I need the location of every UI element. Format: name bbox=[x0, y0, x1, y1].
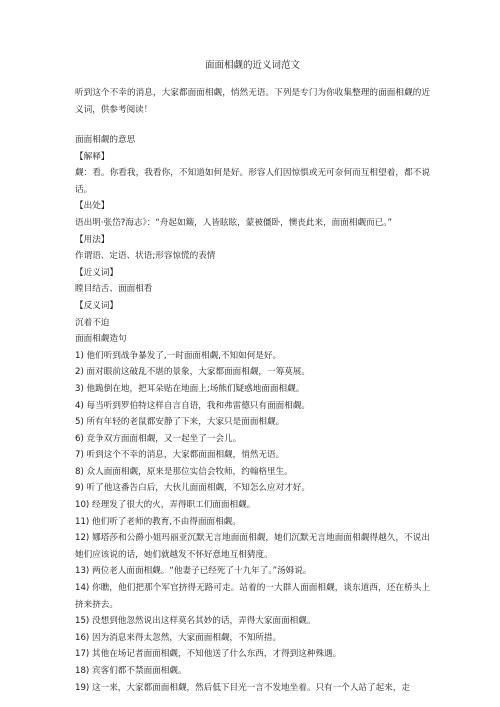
example-sentence: 6) 竞争双方面面相觑，又一起坐了一会儿。 bbox=[75, 433, 242, 444]
example-sentence: 18) 宾客们都不禁面面相觑。 bbox=[75, 666, 187, 676]
example-sentence: 2) 面对眼前这破乱不堪的景象，大家都面面相觑，一筹莫展。 bbox=[75, 367, 310, 378]
example-sentence: 16) 因为消息来得太忽然，大家面面相觑，不知所措。 bbox=[75, 632, 282, 643]
text-explanation: 觑：看。你看我，我看你，不知道如何是好。形容人们因惊惧或无可奈何而互相望着，都不说话。 bbox=[75, 168, 430, 195]
document-body bbox=[75, 132, 430, 696]
heading-explanation: 【解释】 bbox=[75, 151, 110, 162]
example-sentence: 10) 经理发了很大的火，弄得职工们面面相觑。 bbox=[75, 500, 256, 511]
example-sentence: 8) 众人面面相觑，原来是那位实信会牧师，约翰格里生。 bbox=[75, 466, 293, 477]
text-synonyms: 瞠目结舌、面面相看 bbox=[75, 284, 153, 295]
heading-antonyms: 【反义词】 bbox=[75, 300, 118, 311]
example-sentence: 9) 听了他这番告白后，大伙儿面面相觑，不知怎么应对才好。 bbox=[75, 483, 310, 494]
heading-synonyms: 【近义词】 bbox=[75, 267, 118, 278]
section-heading-examples: 面面相觑造句 bbox=[75, 334, 127, 345]
example-sentence: 12) 娜塔莎和公爵小姐玛丽亚沉默无言地面面相觑，她们沉默无言地面面相觑得越久，不说出她们应该说的话，她们就越发不怀好意地互相猜度。 bbox=[75, 533, 430, 560]
section-heading-meaning: 面面相觑的意思 bbox=[75, 135, 136, 145]
example-sentence: 7) 听到这个不幸的消息，大家都面面相觑，悄然无语。 bbox=[75, 450, 285, 461]
text-source: 语出明·张岱?海志》：“舟起如簸，人皆眩眩，蒙被僵卧，懊丧此来，面面相觑而已。” bbox=[75, 217, 392, 228]
intro-paragraph: 听到这个不幸的消息，大家都面面相觑，悄然无语。下列是专门为你收集整理的面面相觑的近义词，供参考阅读！ bbox=[75, 88, 430, 115]
example-sentence: 4) 每当听到罗伯特这样自言自语，我和弗雷德只有面面相觑。 bbox=[75, 400, 310, 411]
document-title: 面面相觑的近义词范文 bbox=[204, 60, 300, 71]
text-antonyms: 沉着不迫 bbox=[75, 317, 110, 328]
example-sentence: 3) 他跪倒在地，把耳朵贴在地面上;场熊们疑惑地面面相觑。 bbox=[75, 383, 305, 394]
example-sentence: 5) 所有年轻的老鼠都安静了下来，大家只是面面相觑。 bbox=[75, 417, 285, 428]
example-sentence: 17) 其他在场记者面面相觑，不知他送了什么东西，才得到这种殊遇。 bbox=[75, 649, 342, 660]
example-sentence: 15) 没想到他忽然说出这样莫名其妙的话，弄得大家面面相觑。 bbox=[75, 616, 316, 627]
example-sentence: 19) 这一来，大家都面面相觑，然后低下目光一言不发地坐着。只有一个人站了起来，走 bbox=[75, 682, 410, 693]
example-sentence: 11) 他们听了老师的教育,不由得面面相觑。 bbox=[75, 516, 241, 527]
text-usage: 作谓语、定语、状语;形容惊慌的表情 bbox=[75, 251, 216, 262]
example-sentence: 1) 他们听到战争暴发了,一时面面相觑,不知如何是好。 bbox=[75, 350, 282, 361]
heading-usage: 【用法】 bbox=[75, 234, 110, 245]
example-sentence: 14) 你瞧，他们把那个军官挤得无路可走。站着的一大群人面面相觑，谈东道西，还在桥头上挤来挤去。 bbox=[75, 583, 430, 610]
example-sentence: 13) 两位老人面面相觑。“他妻子已经死了十九年了。”汤姆说。 bbox=[75, 566, 312, 577]
heading-source: 【出处】 bbox=[75, 201, 110, 212]
